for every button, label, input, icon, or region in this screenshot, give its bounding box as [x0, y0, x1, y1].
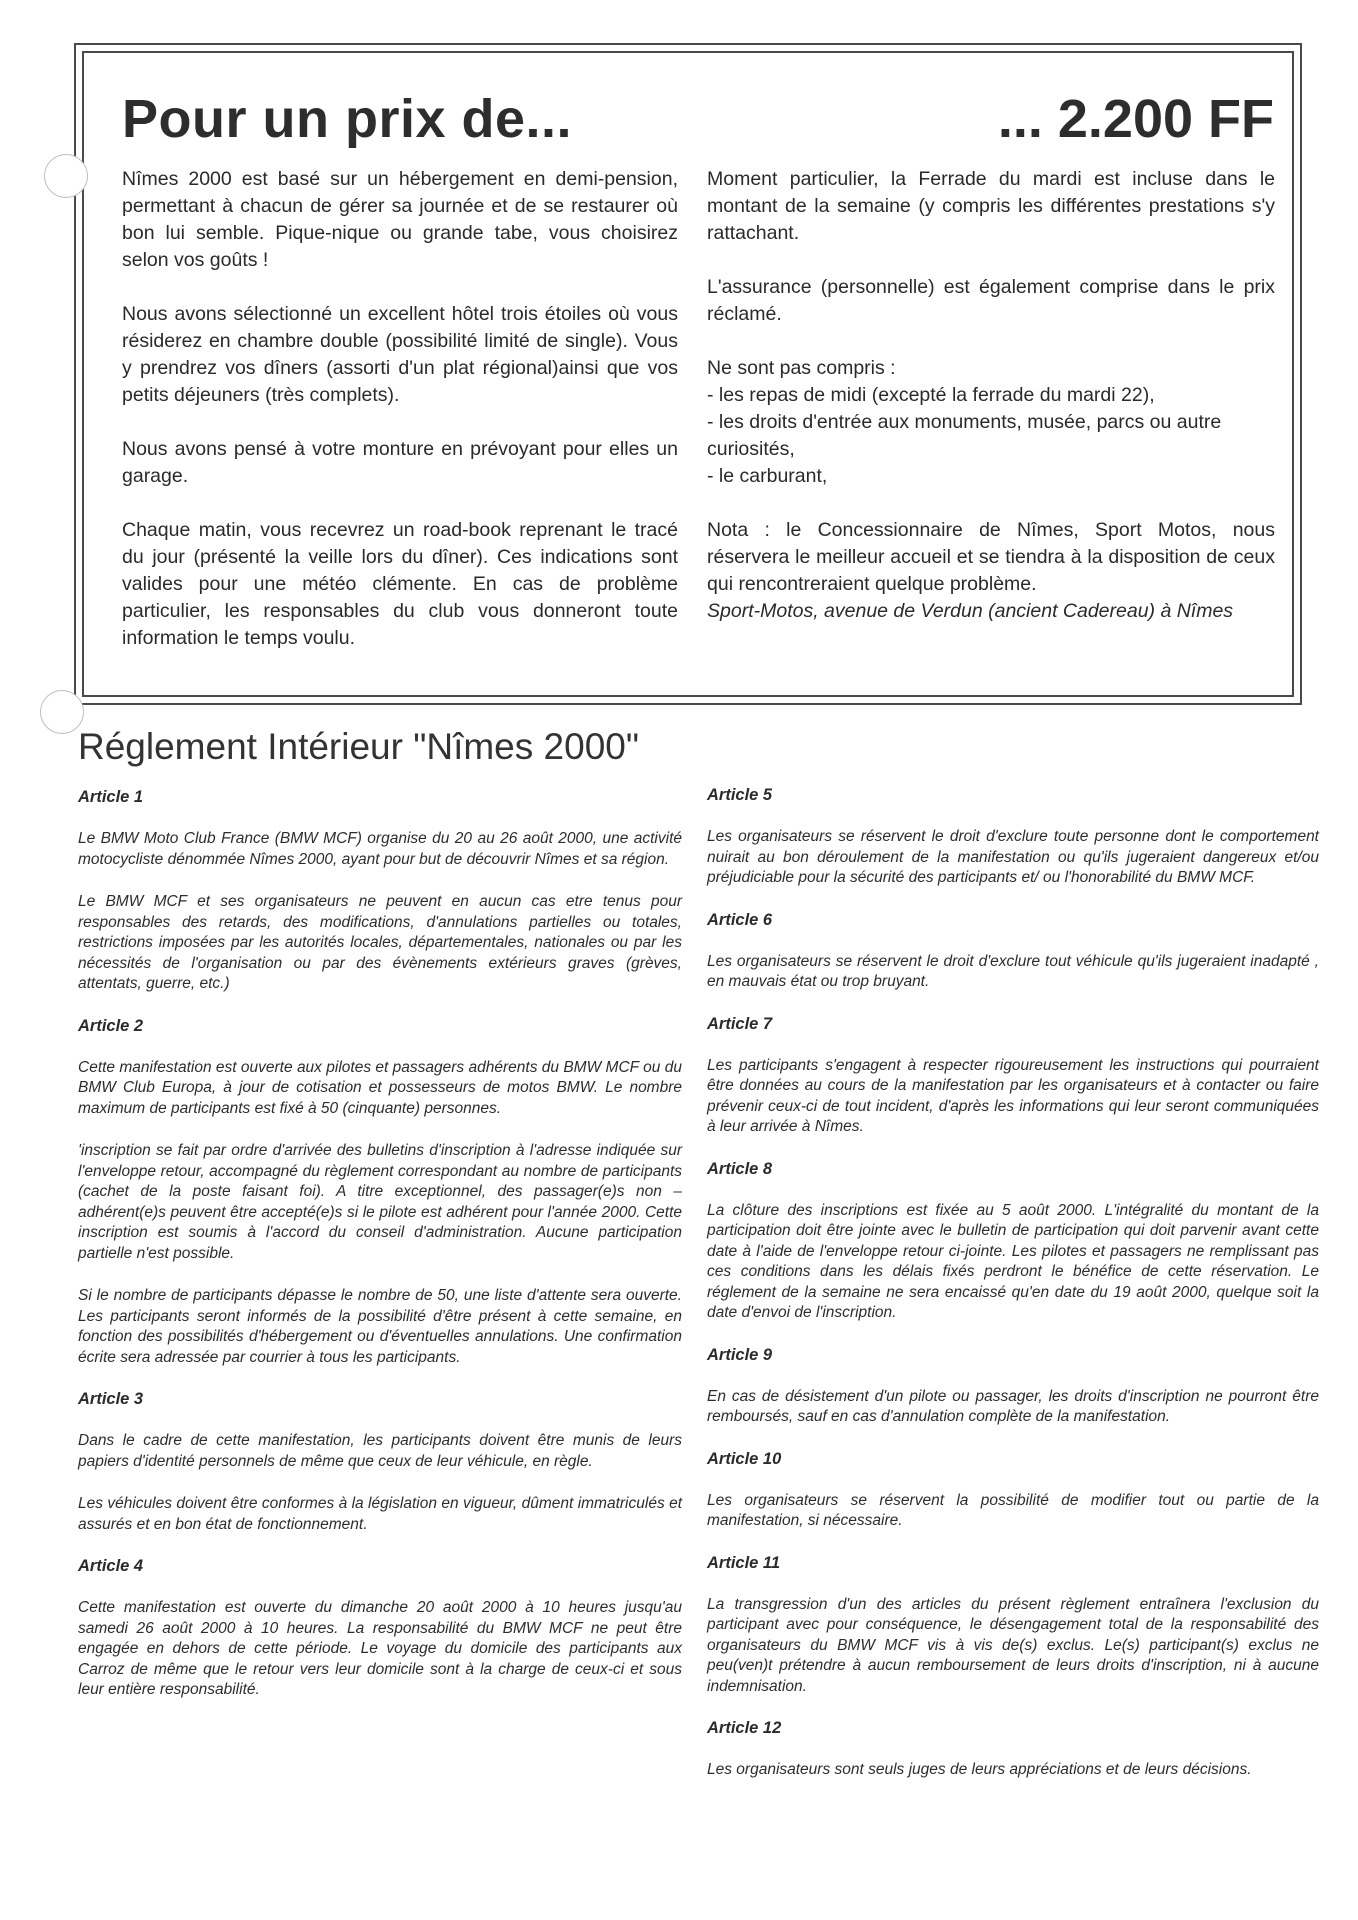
- insurance-paragraph: L'assurance (personnelle) est également comprise dans le prix réclamé.: [707, 276, 1275, 325]
- article-paragraph: La transgression d'un des articles du présent règlement entraînera l'exclusion du participant avec pour conséquence, le désengagement total de la responsabilité des organisateurs du BMW MCF vis à vis de(s) exclus. Le(s) participant(s) exclus ne peu(ven)t prétendre à aucun remboursement de leurs droits d'inscription, ni à aucune indemnisation.: [707, 1595, 1319, 1695]
- article-heading: Article 9: [707, 1345, 773, 1364]
- article-heading: Article 12: [707, 1719, 782, 1737]
- article-heading: Article 5: [707, 786, 773, 804]
- hotel-paragraph: Nous avons sélectionné un excellent hôtel trois étoiles où vous résiderez en chambre double (possibilité limité de single). Vous y prendrez vos dîners (assorti d'un plat régional)ainsi que vos petits déjeuners (très complets).: [122, 303, 678, 406]
- not-included-item: - les droits d'entrée aux monuments, musée, parcs ou autre curiosités,: [707, 411, 1222, 460]
- article-heading: Article 4: [78, 1557, 144, 1575]
- article-paragraph: Les organisateurs sont seuls juges de leurs appréciations et de leurs décisions.: [707, 1761, 1252, 1778]
- article-1: [78, 788, 682, 995]
- article-paragraph: Les organisateurs se réservent le droit d'exclure tout véhicule qu'ils jugeraient inadapté , en mauvais état ou trop bruyant.: [707, 952, 1319, 990]
- article-paragraph: Les organisateurs se réservent le droit d'exclure toute personne dont le comportement nuirait au bon déroulement de la manifestation ou qu'ils jugeraient dangereux et/ou préjudiciable pour la sécurité des participants et/ ou l'honorabilité du BMW MCF.: [707, 828, 1319, 886]
- article-8: [707, 1160, 1319, 1324]
- article-paragraph: La clôture des inscriptions est fixée au 5 août 2000. L'intégralité du montant de la participation doit être jointe avec le bulletin de participation qui doit parvenir avant cette date à l'aide de l'enveloppe retour ci-jointe. Les pilotes et passagers ne remplissant pas ces conditions dans les délais fixés perdront le bénéfice de cette réservation. Le réglement de la semaine ne sera encaissé qu'en date du 19 août 2000, quelque soit la date d'envoi de l'inscription.: [707, 1201, 1319, 1321]
- article-paragraph: Les véhicules doivent être conformes à la législation en vigueur, dûment immatriculés et assurés et en bon état de fonctionnement.: [78, 1495, 682, 1533]
- article-heading: Article 11: [707, 1553, 781, 1572]
- rules-right-column: [707, 786, 1319, 1803]
- not-included-list: [707, 355, 1275, 490]
- article-3: [78, 1390, 682, 1535]
- article-paragraph: Les organisateurs se réservent la possibilité de modifier tout ou partie de la manifestation, si nécessaire.: [707, 1491, 1319, 1529]
- article-10: [707, 1450, 1319, 1532]
- price-box-right-column: [707, 166, 1275, 625]
- article-paragraph: Cette manifestation est ouverte du dimanche 20 août 2000 à 10 heures jusqu'au samedi 26 août 2000 à 10 heures. La responsabilité du BMW MCF ne peut être engagée en dehors de cette période. Le voyage du domicile des participants aux Carroz de même que le retour vers leur domicile sont à la charge de ceux-ci et sous leur entière responsabilité.: [78, 1599, 682, 1698]
- article-9: [707, 1346, 1319, 1428]
- article-paragraph: Si le nombre de participants dépasse le nombre de 50, une liste d'attente sera ouverte. Les participants seront informés de la possibilité d'être présent à cette semaine, en fonction des possibilités d'hébergement ou d'éventuelles annulations. Une confirmation écrite sera adressée par courrier à tous les participants.: [78, 1287, 682, 1366]
- roadbook-paragraph: Chaque matin, vous recevrez un road-book reprenant le tracé du jour (présenté la veille lors du dîner). Ces indications sont valides pour une météo clémente. En cas de problème particulier, les responsables du club vous donneront toute information le temps voulu.: [122, 519, 678, 649]
- price-heading-right: ... 2.200 FF: [997, 89, 1274, 149]
- price-heading-left: Pour un prix de...: [122, 89, 573, 149]
- ferrade-paragraph: Moment particulier, la Ferrade du mardi est incluse dans le montant de la semaine (y compris les différentes prestations s'y rattachant.: [707, 168, 1275, 244]
- rules-left-column: [78, 788, 682, 1723]
- accommodation-paragraph: Nîmes 2000 est basé sur un hébergement en demi-pension, permettant à chacun de gérer sa journée et de se restaurer où bon lui semble. Pique-nique ou grande tabe, vous choisirez selon vos goûts !: [122, 168, 678, 271]
- punch-hole-top: [44, 154, 88, 198]
- article-11: [707, 1554, 1319, 1698]
- dealer-address: Sport-Motos, avenue de Verdun (ancient Cadereau) à Nîmes: [707, 600, 1234, 622]
- article-5: [707, 786, 1319, 889]
- garage-paragraph: Nous avons pensé à votre monture en prévoyant pour elles un garage.: [122, 438, 678, 487]
- article-7: [707, 1015, 1319, 1138]
- article-paragraph: Cette manifestation est ouverte aux pilotes et passagers adhérents du BMW MCF ou du BMW Club Europa, à jour de cotisation et possesseurs de motos BMW. Le nombre maximum de participants est fixé à 50 (cinquante) personnes.: [78, 1058, 682, 1117]
- article-paragraph: Les participants s'engagent à respecter rigoureusement les instructions qui pourraient être données au cours de la manifestation par les organisateurs et à contacter ou faire prévenir ceux-ci de tout incident, d'après les informations qui leur seront communiquées à leur arrivée à Nîmes.: [707, 1056, 1319, 1135]
- not-included-heading: Ne sont pas compris :: [707, 357, 896, 379]
- nota-text: Nota : le Concessionnaire de Nîmes, Sport Motos, nous réservera le meilleur accueil et se tiendra à la disposition de ceux qui rencontreraient quelque problème.: [707, 519, 1275, 595]
- article-heading: Article 6: [707, 910, 773, 929]
- article-paragraph: Le BMW Moto Club France (BMW MCF) organise du 20 au 26 août 2000, une activité motocycliste dénommée Nîmes 2000, ayant pour but de découvrir Nîmes et sa région.: [78, 830, 682, 868]
- article-paragraph: Dans le cadre de cette manifestation, les participants doivent être munis de leurs papiers d'identité personnels de même que ceux de leur véhicule, en règle.: [78, 1432, 682, 1470]
- article-12: [707, 1719, 1319, 1781]
- article-paragraph: Le BMW MCF et ses organisateurs ne peuvent en aucun cas etre tenus pour responsables des retards, des modifications, d'annulations partielles ou totales, restrictions imposées par les autorités locales, départementales, nationales ou par les nécessités de l'organisation ou par des évènements extérieurs graves (grèves, attentats, guerre, etc.): [78, 893, 682, 992]
- article-4: [78, 1557, 682, 1701]
- article-paragraph: 'inscription se fait par ordre d'arrivée des bulletins d'inscription à l'adresse indiquée sur l'enveloppe retour, accompagné du règlement correspondant au nombre de participants (cachet de la poste faisant foi). A titre exceptionnel, des passager(e)s non –adhérent(e)s peuvent être accepté(e)s si le pilote est adhérent pour l'année 2000. Cette inscription est soumis à l'accord du conseil d'administration. Aucune participation partielle n'est possible.: [78, 1142, 682, 1262]
- article-2: [78, 1017, 682, 1369]
- article-heading: Article 1: [78, 788, 144, 806]
- article-heading: Article 2: [78, 1016, 144, 1035]
- article-heading: Article 3: [78, 1390, 144, 1408]
- article-paragraph: En cas de désistement d'un pilote ou passager, les droits d'inscription ne pourront être remboursés, sauf en cas d'annulation complète de la manifestation.: [707, 1387, 1319, 1425]
- article-heading: Article 8: [707, 1159, 773, 1178]
- not-included-item: - le carburant,: [707, 465, 828, 487]
- price-box-left-column: [122, 166, 678, 679]
- nota-block: [707, 517, 1275, 625]
- article-heading: Article 10: [707, 1449, 782, 1468]
- rules-title: Réglement Intérieur "Nîmes 2000": [78, 726, 639, 767]
- not-included-item: - les repas de midi (excepté la ferrade du mardi 22),: [707, 384, 1155, 406]
- article-heading: Article 7: [707, 1014, 773, 1033]
- article-6: [707, 911, 1319, 993]
